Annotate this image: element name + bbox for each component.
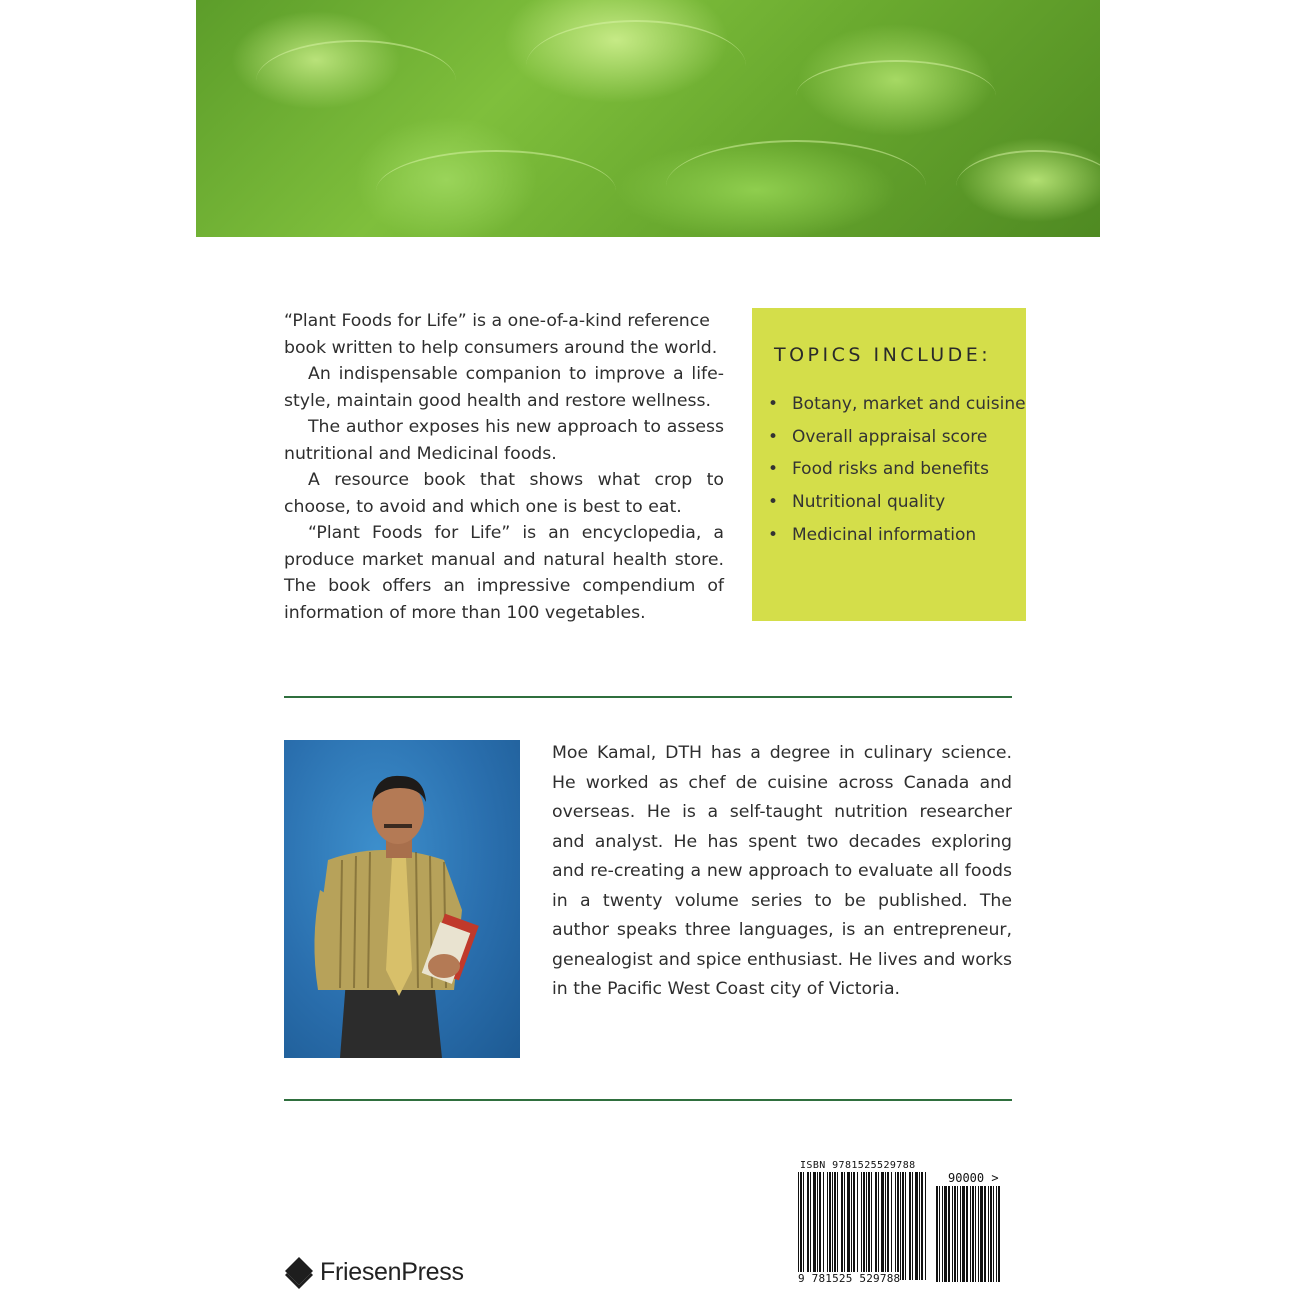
- section-divider: [284, 696, 1012, 698]
- barcode-bar: [834, 1172, 836, 1280]
- barcode-bar: [988, 1186, 989, 1282]
- author-figure-icon: [284, 740, 520, 1058]
- addon-barcode-bars: [936, 1186, 1000, 1282]
- topic-label: Medicinal information: [792, 524, 977, 545]
- publisher-name: FriesenPress: [320, 1258, 464, 1286]
- barcode-bar: [871, 1172, 872, 1280]
- barcode-bar: [887, 1172, 889, 1280]
- barcode-bar: [919, 1172, 920, 1280]
- barcode-bar: [954, 1186, 956, 1282]
- barcode-bar: [878, 1172, 879, 1280]
- barcode-bar: [868, 1172, 870, 1280]
- barcode-bar: [807, 1172, 809, 1280]
- section-divider: [284, 1099, 1012, 1101]
- barcode-bar: [866, 1172, 867, 1280]
- barcode-addon-digits: 90000 >: [948, 1171, 999, 1185]
- barcode-bar: [980, 1186, 983, 1282]
- barcode-bar: [952, 1186, 953, 1282]
- book-description: [284, 308, 724, 626]
- topic-label: Overall appraisal score: [792, 426, 988, 447]
- barcode-bar: [861, 1172, 862, 1280]
- barcode-bar: [829, 1172, 831, 1280]
- barcode-bar: [881, 1172, 884, 1280]
- description-paragraph: An indispensable companion to improve a life-style, maintain good health and restore wellness.: [284, 364, 724, 411]
- topic-label: Food risks and benefits: [792, 459, 989, 480]
- barcode-bar: [832, 1172, 833, 1280]
- topic-item: [766, 388, 1026, 421]
- topic-item: [766, 453, 1026, 486]
- description-paragraph: “Plant Foods for Life” is an encyclopedia, a produce market manual and natural health store. The book offers an impressive compendium of information of more than 100 vegetables.: [284, 523, 724, 623]
- topic-label: Nutritional quality: [792, 492, 946, 513]
- barcode-bar: [841, 1172, 843, 1280]
- barcode-bar: [948, 1186, 950, 1282]
- barcode-bar: [921, 1172, 923, 1280]
- barcode-bar: [819, 1172, 821, 1280]
- barcode-bar: [998, 1186, 1000, 1282]
- author-bio: [552, 739, 1012, 1005]
- description-paragraph: The author exposes his new approach to assess nutritional and Medicinal foods.: [284, 417, 724, 464]
- barcode-bar: [891, 1172, 892, 1280]
- barcode-bar: [853, 1172, 855, 1280]
- barcode-bar: [970, 1186, 971, 1282]
- barcode-bar: [944, 1186, 947, 1282]
- barcode-bar: [962, 1186, 965, 1282]
- barcode-bar: [993, 1186, 994, 1282]
- barcode-bar: [851, 1172, 852, 1280]
- barcode-bar: [803, 1172, 804, 1280]
- cover-lettuce-image: [196, 0, 1100, 237]
- barcode-bar: [827, 1172, 828, 1280]
- barcode-bar: [844, 1172, 845, 1280]
- bullet-icon: •: [768, 394, 779, 414]
- diamond-logo-icon: [284, 1256, 314, 1290]
- author-photo: [284, 740, 520, 1058]
- topic-item: [766, 519, 1026, 552]
- barcode-bar: [942, 1186, 943, 1282]
- barcode-bar: [996, 1186, 997, 1282]
- barcode-bar: [902, 1172, 904, 1280]
- bullet-icon: •: [768, 524, 779, 545]
- bullet-icon: •: [768, 426, 779, 447]
- isbn-label: ISBN 9781525529788: [800, 1160, 916, 1171]
- topic-label: Botany, market and cuisine: [792, 394, 1026, 414]
- barcode-bar: [905, 1172, 906, 1280]
- barcode-bar: [925, 1172, 926, 1280]
- barcode-bar: [978, 1186, 979, 1282]
- barcode-bar: [817, 1172, 818, 1280]
- barcode-digits: 9 781525 529788: [798, 1272, 901, 1285]
- description-paragraph: A resource book that shows what crop to choose, to avoid and which one is best to eat.: [284, 470, 724, 517]
- topics-title: TOPICS INCLUDE:: [774, 344, 992, 366]
- barcode-bar: [813, 1172, 816, 1280]
- bullet-icon: •: [768, 492, 779, 513]
- barcode-bar: [939, 1186, 940, 1282]
- author-bio-text: Moe Kamal, DTH has a degree in culinary science. He worked as chef de cuisine across Canada and overseas. He is a self-taught nutrition researcher and analyst. He has spent two decades exploring and re-creating a new approach to evaluate all foods in a twenty volume series to be published. The author speaks three languages, is an entrepreneur, genealogist and spice enthusiast. He lives and works in the Pacific West Coast city of Victoria.: [552, 743, 1012, 999]
- topic-item: [766, 421, 1026, 454]
- barcode-bar: [960, 1186, 961, 1282]
- barcode-bar: [837, 1172, 838, 1280]
- topics-box: [752, 308, 1026, 621]
- barcode-bar: [798, 1172, 799, 1280]
- barcode-bar: [885, 1172, 886, 1280]
- topics-list: [766, 388, 1026, 552]
- barcode-bar: [897, 1172, 899, 1280]
- barcode-bar: [912, 1172, 913, 1280]
- isbn-barcode: [798, 1160, 1018, 1284]
- barcode-bar: [863, 1172, 865, 1280]
- barcode-bar: [957, 1186, 958, 1282]
- barcode-bar: [810, 1172, 811, 1280]
- barcode-bars: [798, 1172, 926, 1280]
- barcode-bar: [800, 1172, 802, 1280]
- bullet-icon: •: [768, 459, 779, 480]
- barcode-bar: [915, 1172, 918, 1280]
- barcode-bar: [857, 1172, 858, 1280]
- barcode-bar: [990, 1186, 992, 1282]
- barcode-bar: [875, 1172, 877, 1280]
- barcode-bar: [936, 1186, 938, 1282]
- description-paragraph: “Plant Foods for Life” is a one-of-a-kind reference book written to help consumers around the world.: [284, 311, 718, 358]
- barcode-bar: [966, 1186, 968, 1282]
- barcode-bar: [895, 1172, 896, 1280]
- barcode-bar: [975, 1186, 976, 1282]
- barcode-bar: [972, 1186, 974, 1282]
- barcode-bar: [909, 1172, 911, 1280]
- barcode-bar: [847, 1172, 850, 1280]
- topic-item: [766, 486, 1026, 519]
- barcode-bar: [823, 1172, 824, 1280]
- barcode-bar: [900, 1172, 901, 1280]
- barcode-bar: [984, 1186, 986, 1282]
